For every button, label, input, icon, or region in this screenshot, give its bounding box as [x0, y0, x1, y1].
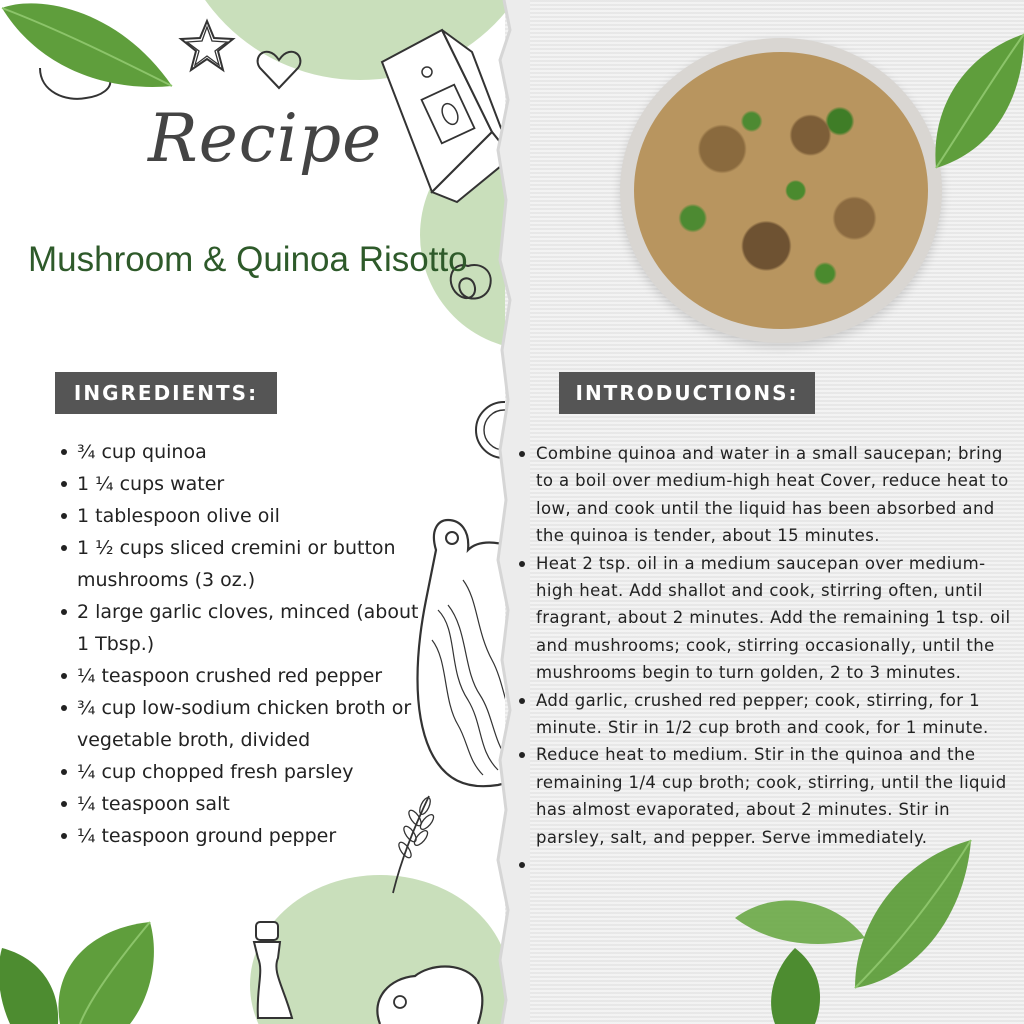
- ingredient-item: 1 tablespoon olive oil: [57, 500, 427, 532]
- leaf-icon: [930, 32, 1024, 170]
- pepper-mill-icon: [242, 918, 310, 1022]
- instruction-step: Heat 2 tsp. oil in a medium saucepan over medium-high heat. Add shallot and cook, stirring often, until fragrant, about 2 minutes. Add the remaining 1 tsp. oil and mushrooms; cook, stirring occasionally, until the mushrooms begin to turn golden, 2 to 3 minutes.: [516, 550, 1016, 687]
- leaf-icon: [0, 918, 160, 1024]
- instruction-step: Add garlic, crushed red pepper; cook, stirring, for 1 minute. Stir in 1/2 cup broth and cook, for 1 minute.: [516, 687, 1016, 742]
- star-cookie-cutter-icon: [176, 18, 238, 76]
- ingredient-item: 2 large garlic cloves, minced (about 1 Tbsp.): [57, 596, 427, 660]
- script-title: Recipe: [148, 100, 383, 177]
- heart-cookie-cutter-icon: [254, 44, 304, 94]
- risotto-food: [634, 52, 928, 329]
- instructions-heading: INTRODUCTIONS:: [559, 372, 815, 414]
- ingredient-list: [57, 436, 427, 852]
- recipe-name: Mushroom & Quinoa Risotto: [28, 240, 468, 279]
- instruction-list: [516, 440, 1016, 878]
- instruction-step: Combine quinoa and water in a small saucepan; bring to a boil over medium-high heat Cover, reduce heat to low, and cook until the liquid has been absorbed and the quinoa is tender, about 15 minutes.: [516, 440, 1016, 550]
- instruction-step: Reduce heat to medium. Stir in the quinoa and the remaining 1/4 cup broth; cook, stirring, until the liquid has almost evaporated, about 2 minutes. Stir in parsley, salt, and pepper. Serve immediately.: [516, 741, 1016, 851]
- ingredient-item: ¼ teaspoon ground pepper: [57, 820, 427, 852]
- leaf-icon: [0, 0, 175, 95]
- leaf-icon: [735, 838, 975, 1024]
- ingredient-item: ¼ teaspoon crushed red pepper: [57, 660, 427, 692]
- mitten-icon: [360, 958, 490, 1024]
- ingredient-item: 1 ½ cups sliced cremini or button mushrooms (3 oz.): [57, 532, 427, 596]
- dish-photo: [620, 38, 942, 343]
- ingredient-item: ¾ cup low-sodium chicken broth or vegetable broth, divided: [57, 692, 427, 756]
- ingredients-heading: INGREDIENTS:: [55, 372, 277, 414]
- ingredient-item: ¾ cup quinoa: [57, 436, 427, 468]
- ingredient-item: ¼ cup chopped fresh parsley: [57, 756, 427, 788]
- ingredient-item: ¼ teaspoon salt: [57, 788, 427, 820]
- ingredient-item: 1 ¼ cups water: [57, 468, 427, 500]
